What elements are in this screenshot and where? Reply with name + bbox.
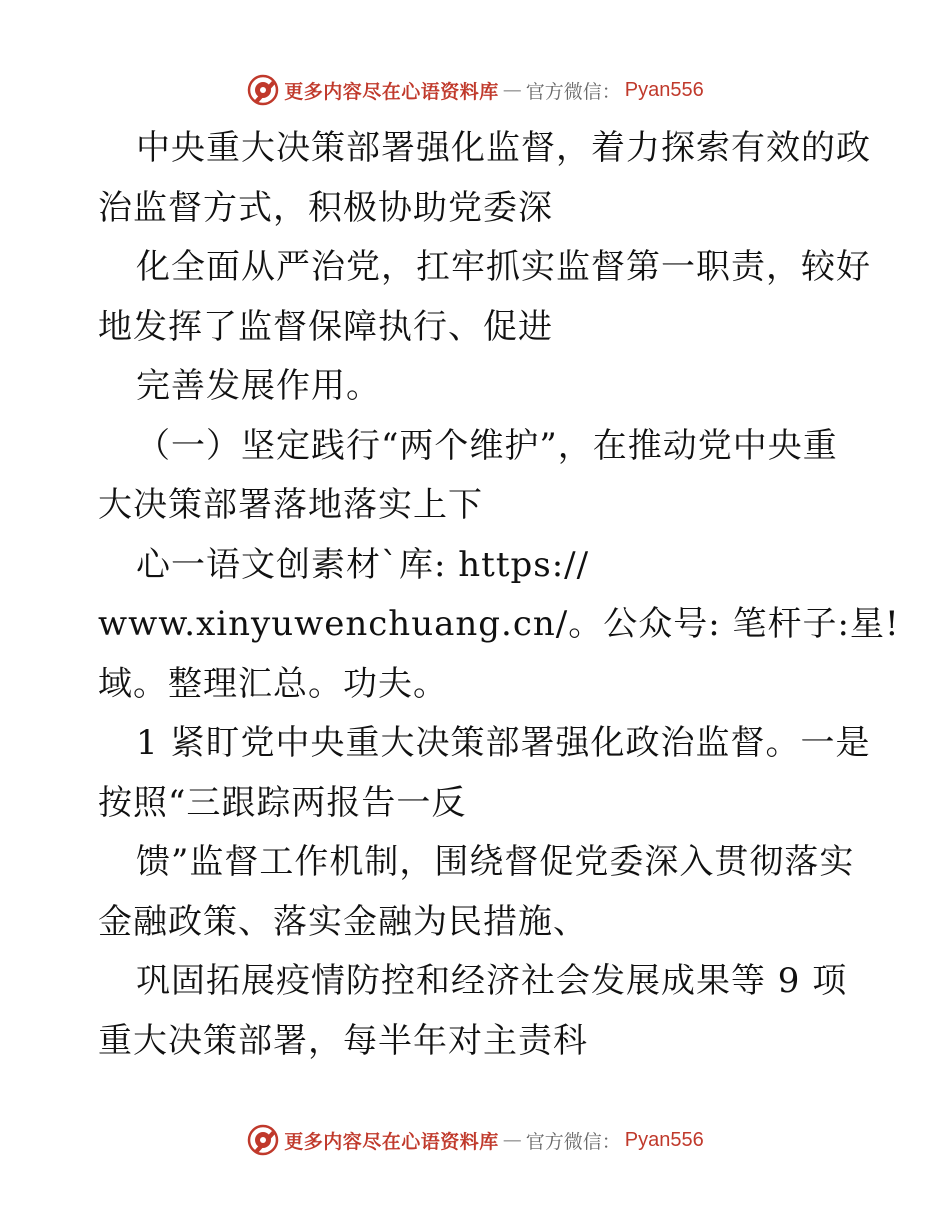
footer-watermark: [0, 1120, 950, 1160]
text-line: 大决策部署落地落实上下: [98, 485, 483, 525]
watermark-sub-text: 官方微信：: [525, 1130, 621, 1153]
text-line: （一）坚定践行“两个维护”，在推动党中央重: [136, 425, 838, 466]
watermark-sub-text: 官方微信：: [525, 80, 621, 103]
watermark-wechat-id: Pyan556: [624, 78, 704, 101]
watermark-main-text: 更多内容尽在心语资料库: [284, 80, 499, 103]
text-line: 完善发展作用。: [136, 366, 381, 406]
watermark-wechat-id: Pyan556: [624, 1128, 704, 1151]
text-line: 馈”监督工作机制，围绕督促党委深入贯彻落实: [136, 842, 855, 882]
text-line: 心一语文创素材`库: https://: [136, 544, 590, 585]
text-line: 金融政策、落实金融为民措施、: [98, 901, 588, 942]
text-line: www.xinyuwenchuang.cn/。公众号: 笔杆子:星!: [98, 604, 900, 644]
text-line: 中央重大决策部署强化监督，着力探索有效的政: [136, 128, 871, 168]
text-line: 治监督方式，积极协助党委深: [98, 187, 553, 228]
text-line: 化全面从严治党，扛牢抓实监督第一职责，较好: [136, 247, 871, 287]
pen-logo-icon: [246, 73, 280, 107]
text-line: 地发挥了监督保障执行、促进: [98, 306, 553, 347]
header-watermark: [0, 70, 950, 110]
document-body: [98, 119, 900, 1071]
watermark-main-text: 更多内容尽在心语资料库: [284, 1130, 499, 1153]
text-line: 域。整理汇总。功夫。: [98, 663, 448, 704]
text-line: 巩固拓展疫情防控和经济社会发展成果等 9 项: [136, 961, 848, 1001]
watermark-separator: —: [502, 79, 522, 101]
watermark-separator: —: [502, 1129, 522, 1151]
text-line: 重大决策部署，每半年对主责科: [98, 1020, 588, 1061]
text-line: 1 紧盯党中央重大决策部署强化政治监督。一是: [136, 723, 871, 763]
text-line: 按照“三跟踪两报告一反: [98, 782, 467, 823]
pen-logo-icon: [246, 1123, 280, 1157]
